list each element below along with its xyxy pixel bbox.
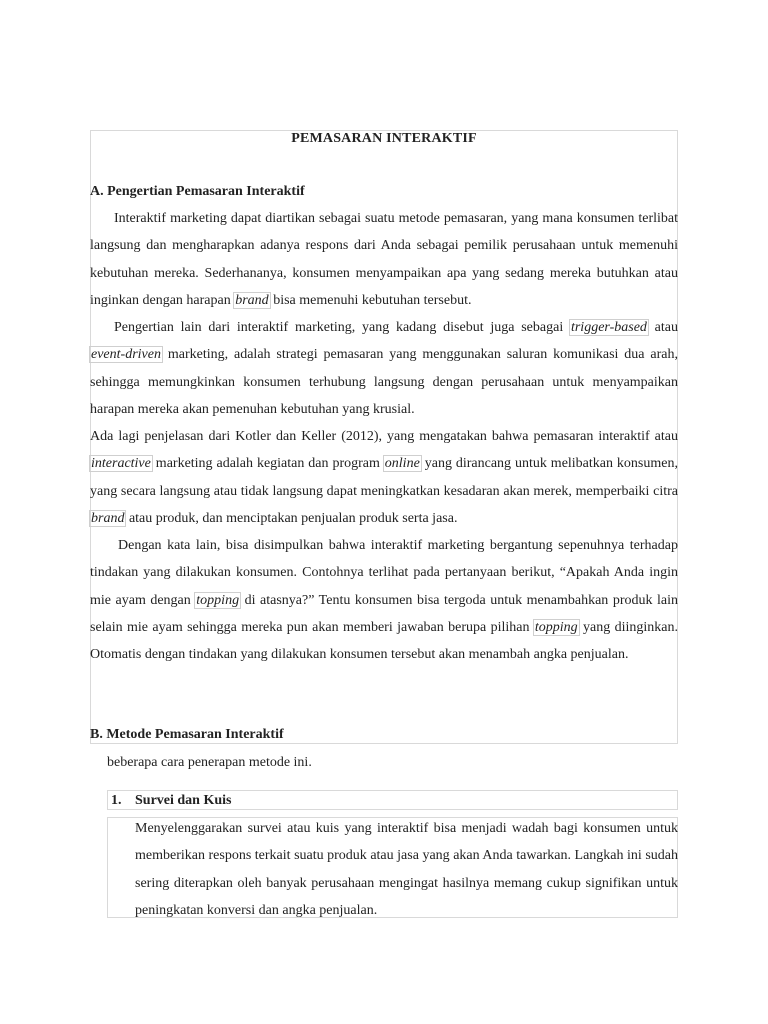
list-item-body: Menyelenggarakan survei atau kuis yang interaktif bisa menjadi wadah bagi konsumen untuk memberikan respons terkait suatu produk atau jasa yang akan Anda tawarkan. Langkah ini sudah sering diterapkan oleh banyak perusahaan mengingat hasilnya memang cukup signifikan untuk peningkatan konversi dan angka penjualan. bbox=[135, 821, 678, 918]
paragraph-text: marketing, adalah strategi pemasaran yang menggunakan saluran komunikasi dua arah, sehingga memungkinkan konsumen terhubung langsung dengan perusahaan untuk menyampaikan harapan mereka akan pemenuhan kebutuhan yang krusial. bbox=[90, 347, 678, 417]
list-item-number: 1. bbox=[111, 793, 122, 808]
list-item-title: Survei dan Kuis bbox=[135, 793, 232, 808]
italic-term-online: online bbox=[384, 456, 420, 472]
section-a-heading: A. Pengertian Pemasaran Interaktif bbox=[90, 184, 305, 199]
paragraph-text: atau bbox=[647, 320, 678, 335]
paragraph-text: atau produk, dan menciptakan penjualan produk serta jasa. bbox=[125, 510, 458, 526]
italic-term-brand: brand bbox=[91, 510, 125, 526]
italic-term-event-driven: event-driven bbox=[91, 347, 161, 363]
italic-term-brand: brand bbox=[235, 292, 269, 308]
italic-term-trigger-based: trigger-based bbox=[570, 320, 647, 335]
paragraph-text: Dengan kata lain, bisa disimpulkan bahwa interaktif marketing bergantung sepenuhnya terhadap tindakan yang dilakukan konsumen. Contohnya terlihat pada pertanyaan berikut, “Apakah Anda ingin mie ayam dengan bbox=[90, 538, 678, 608]
section-a-paragraph-2 bbox=[90, 314, 678, 423]
paragraph-text: marketing adalah kegiatan dan program bbox=[151, 456, 384, 472]
paragraph-text: Ada lagi penjelasan dari Kotler dan Keller (2012), yang mengatakan bahwa pemasaran interaktif atau bbox=[90, 429, 678, 444]
italic-term-topping: topping bbox=[534, 619, 578, 635]
section-a-paragraph-3 bbox=[90, 423, 678, 532]
paragraph-text: Interaktif marketing dapat diartikan sebagai suatu metode pemasaran, yang mana konsumen terlibat langsung dan mengharapkan adanya respons dari Anda sebagai pemilik perusahaan untuk memenuhi kebutuhan mereka. Sederhananya, konsumen menyampaikan apa yang sedang mereka butuhkan atau inginkan dengan harapan bbox=[90, 211, 678, 308]
paragraph-text: bisa memenuhi kebutuhan tersebut. bbox=[269, 292, 472, 308]
paragraph-text: di atasnya?” Tentu konsumen bisa tergoda untuk menambahkan produk lain selain mie ayam sehingga mereka pun akan memberi jawaban berupa pilihan bbox=[90, 592, 678, 635]
section-a-paragraph-1 bbox=[90, 205, 678, 314]
paragraph-text: yang diinginkan. Otomatis dengan tindakan yang dilakukan konsumen tersebut akan menambah angka penjualan. bbox=[90, 619, 678, 663]
section-b-heading: B. Metode Pemasaran Interaktif bbox=[90, 727, 284, 742]
paragraph-text: yang dirancang untuk melibatkan konsumen, yang secara langsung atau tidak langsung dapat meningkatkan kesadaran akan merek, memperbaiki citra bbox=[90, 456, 678, 499]
document-title: PEMASARAN INTERAKTIF bbox=[291, 131, 477, 146]
section-b-intro: beberapa cara penerapan metode ini. bbox=[107, 755, 312, 770]
paragraph-text: Pengertian lain dari interaktif marketing, yang kadang disebut juga sebagai bbox=[114, 320, 564, 335]
section-a-paragraph-4 bbox=[90, 532, 678, 668]
italic-term-interactive: interactive bbox=[91, 456, 151, 472]
italic-term-topping: topping bbox=[196, 592, 240, 608]
